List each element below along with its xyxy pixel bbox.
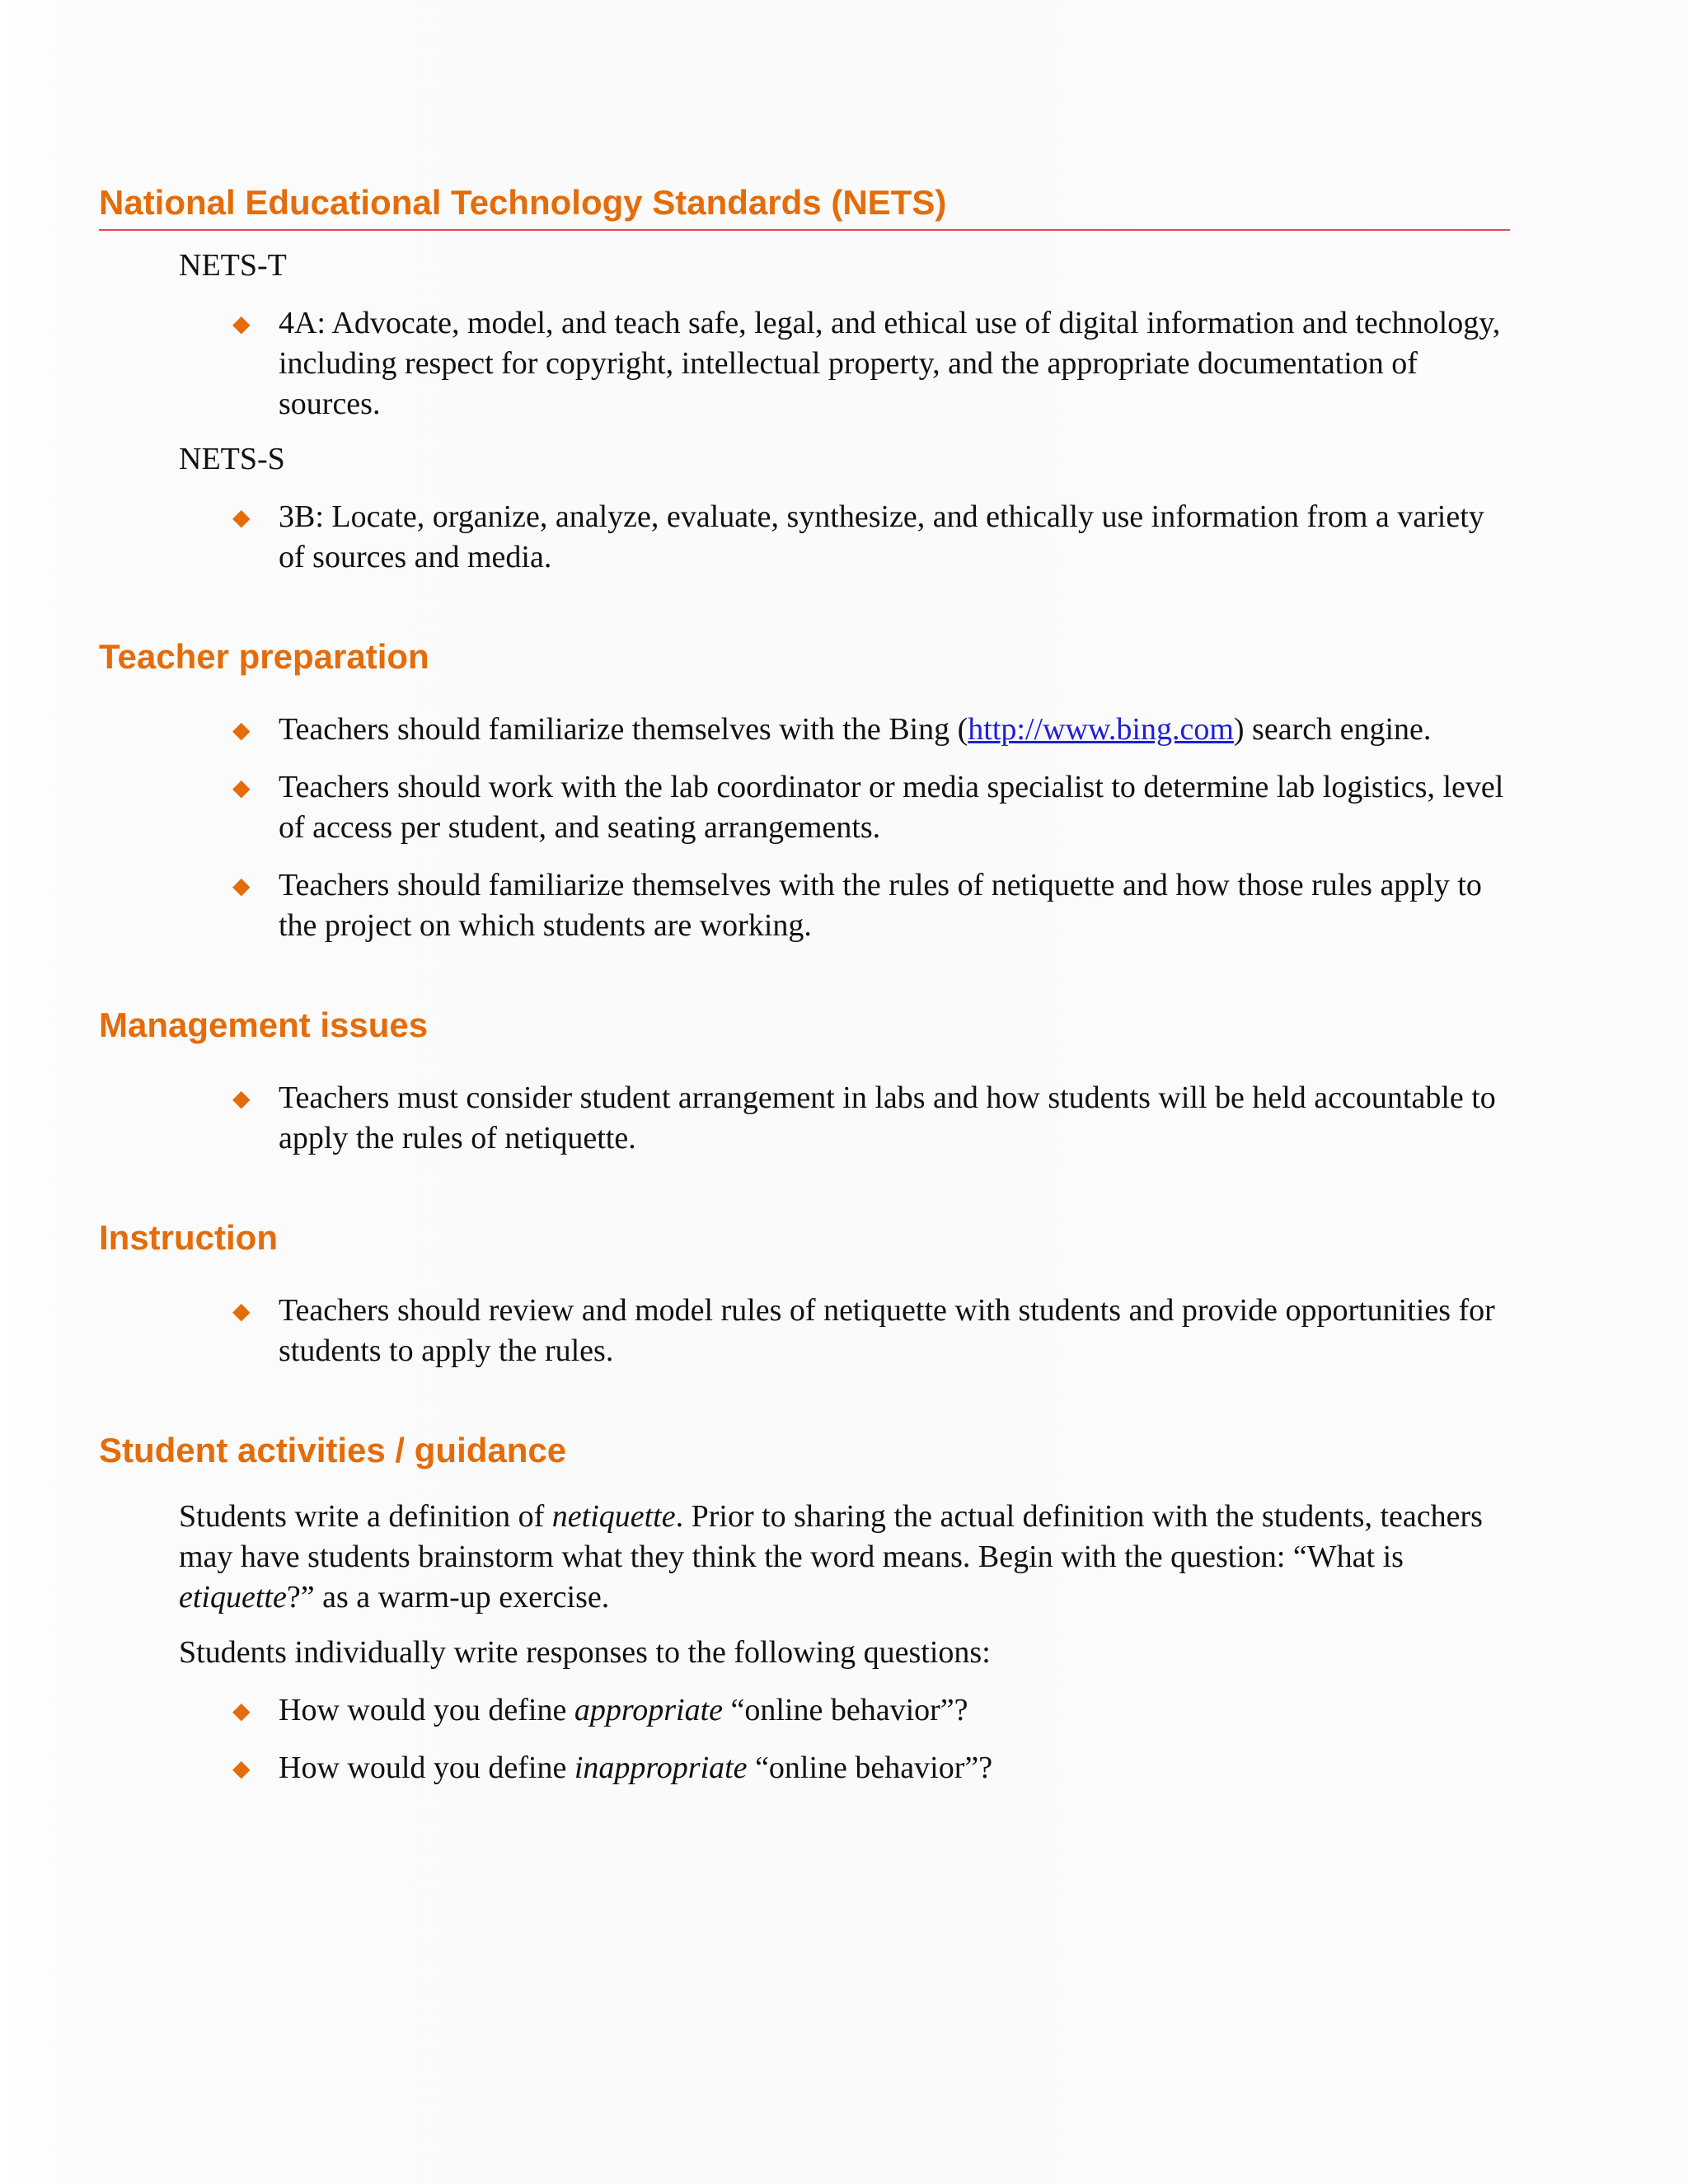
list-item-text: 4A: Advocate, model, and teach safe, legal, and ethical use of digital information and technology, including respect for copyright, intellectual property, and the appropriate documentation of sources.	[279, 306, 1501, 421]
nets-s-list	[99, 497, 1510, 578]
list-item-text: Teachers should review and model rules of netiquette with students and provide opportunities for students to apply the rules.	[279, 1293, 1495, 1368]
teacher-preparation-heading: Teacher preparation	[99, 637, 429, 676]
teacher-preparation-list	[99, 710, 1510, 946]
list-item-text: 3B: Locate, organize, analyze, evaluate, synthesize, and ethically use information from a variety of sources and media.	[279, 499, 1484, 574]
list-item	[99, 710, 1510, 750]
list-item	[99, 865, 1510, 946]
list-item-text: “online behavior”?	[747, 1750, 993, 1785]
list-item-text: Teachers should work with the lab coordinator or media specialist to determine lab logistics, level of access per student, and seating arrangements.	[279, 770, 1504, 845]
diamond-icon: ◆	[232, 504, 251, 531]
list-item	[99, 1748, 1510, 1788]
diamond-icon: ◆	[232, 1755, 251, 1782]
diamond-icon: ◆	[232, 872, 251, 899]
diamond-icon: ◆	[232, 310, 251, 337]
student-questions-list	[99, 1690, 1510, 1788]
management-issues-heading: Management issues	[99, 1005, 429, 1044]
list-item-text: ) search engine.	[1233, 712, 1432, 747]
emphasis-etiquette: etiquette	[179, 1580, 287, 1615]
list-item	[99, 1690, 1510, 1731]
instruction-list	[99, 1291, 1510, 1371]
diamond-icon: ◆	[232, 774, 251, 801]
list-item-text: Teachers must consider student arrangement in labs and how students will be held accountable to apply the rules of netiquette.	[279, 1080, 1496, 1155]
list-item-text: “online behavior”?	[723, 1693, 968, 1727]
list-item	[99, 767, 1510, 848]
emphasis-inappropriate: inappropriate	[574, 1750, 748, 1785]
nets-heading: National Educational Technology Standards (NETS)	[99, 180, 1510, 231]
list-item-text: How would you define	[279, 1693, 574, 1727]
management-issues-list	[99, 1078, 1510, 1159]
nets-t-label: NETS-T	[179, 248, 287, 283]
student-questions-intro: Students individually write responses to the following questions:	[179, 1635, 991, 1670]
list-item-text: Teachers should familiarize themselves with the rules of netiquette and how those rules apply to the project on which students are working.	[279, 868, 1482, 943]
instruction-heading: Instruction	[99, 1218, 278, 1257]
paragraph-text: . Prior to sharing the actual definition with the students, teachers may have students brainstorm what they think the word means. Begin with the question: “What is	[179, 1499, 1483, 1574]
emphasis-appropriate: appropriate	[574, 1693, 723, 1727]
student-activities-heading: Student activities / guidance	[99, 1431, 567, 1469]
diamond-icon: ◆	[232, 1297, 251, 1324]
student-activities-paragraph	[179, 1497, 1510, 1618]
diamond-icon: ◆	[232, 1085, 251, 1112]
emphasis-netiquette: netiquette	[551, 1499, 676, 1534]
list-item	[99, 1291, 1510, 1371]
list-item-text: How would you define	[279, 1750, 574, 1785]
list-item	[99, 303, 1510, 424]
bing-link[interactable]: http://www.bing.com	[968, 712, 1234, 747]
list-item-text: Teachers should familiarize themselves with the Bing (	[279, 712, 968, 747]
paragraph-text: ?” as a warm-up exercise.	[286, 1580, 610, 1615]
paragraph-text: Students write a definition of	[179, 1499, 552, 1534]
document-content	[99, 180, 1510, 1788]
diamond-icon: ◆	[232, 716, 251, 743]
list-item	[99, 497, 1510, 578]
list-item	[99, 1078, 1510, 1159]
nets-t-list	[99, 303, 1510, 424]
diamond-icon: ◆	[232, 1697, 251, 1724]
nets-s-label: NETS-S	[179, 442, 285, 476]
